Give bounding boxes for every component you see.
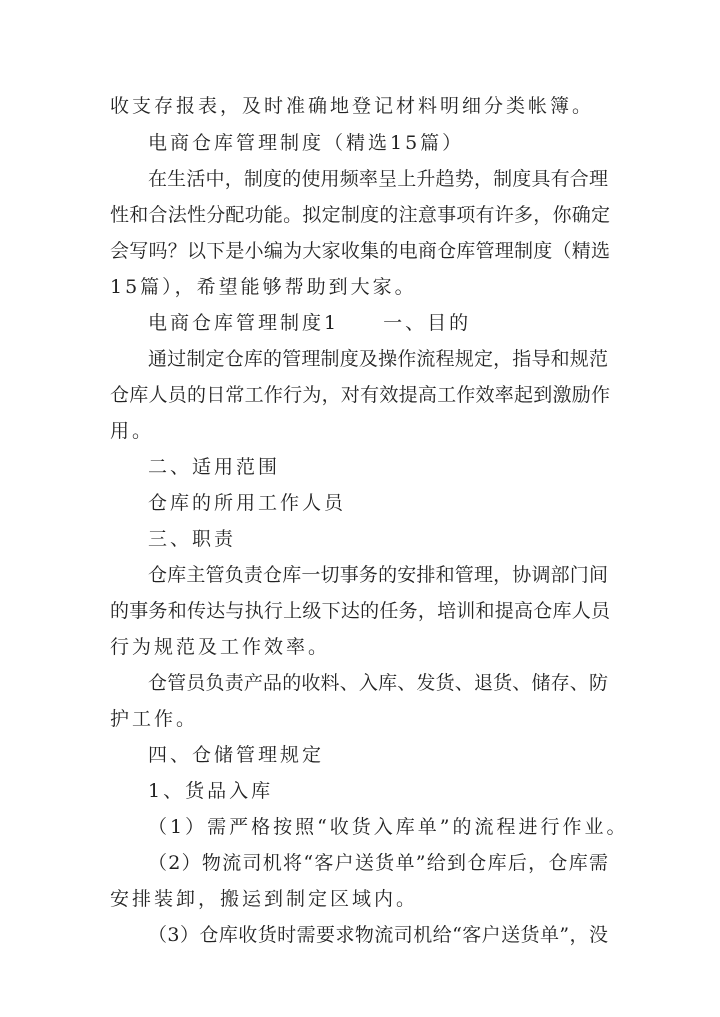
section-heading: 二、适用范围 — [148, 456, 281, 478]
section-heading: 电商仓库管理制度1 一、目的 — [148, 312, 472, 334]
paragraph-line: 收支存报表，及时准确地登记材料明细分类帐簿。 — [110, 95, 595, 117]
paragraph-line: 仓库人员的日常工作行为，对有效提高工作效率起到激励作 — [110, 384, 610, 406]
paragraph-line: 性和合法性分配功能。拟定制度的注意事项有许多，你确定 — [110, 204, 610, 226]
section-title: 电商仓库管理制度（精选15篇） — [148, 132, 465, 154]
paragraph-line: 的事务和传达与执行上级下达的任务，培训和提高仓库人员 — [110, 600, 610, 622]
list-item: （1）需严格按照“收货入库单”的流程进行作业。 — [148, 816, 629, 838]
paragraph-line: 仓管员负责产品的收料、入库、发货、退货、储存、防 — [148, 672, 608, 694]
list-item: （2）物流司机将“客户送货单”给到仓库后，仓库需 — [148, 852, 608, 874]
section-heading: 四、仓储管理规定 — [148, 744, 325, 766]
paragraph-line: 仓库主管负责仓库一切事务的安排和管理，协调部门间 — [148, 564, 608, 586]
section-heading: 三、职责 — [148, 528, 237, 550]
list-item: （3）仓库收货时需要求物流司机给“客户送货单”，没 — [148, 924, 608, 946]
subsection-heading: 1、货品入库 — [148, 780, 274, 802]
paragraph-line: 仓库的所用工作人员 — [148, 492, 347, 514]
paragraph-line: 在生活中，制度的使用频率呈上升趋势，制度具有合理 — [148, 168, 608, 190]
paragraph-line: 用。 — [110, 420, 155, 442]
paragraph-line: 通过制定仓库的管理制度及操作流程规定，指导和规范 — [148, 348, 608, 370]
paragraph-line: 安排装卸，搬运到制定区域内。 — [110, 888, 419, 910]
paragraph-line: 15篇），希望能够帮助到大家。 — [110, 276, 417, 298]
paragraph-line: 会写吗？以下是小编为大家收集的电商仓库管理制度（精选 — [110, 240, 610, 262]
paragraph-line: 行为规范及工作效率。 — [110, 636, 331, 658]
paragraph-line: 护工作。 — [110, 708, 199, 730]
